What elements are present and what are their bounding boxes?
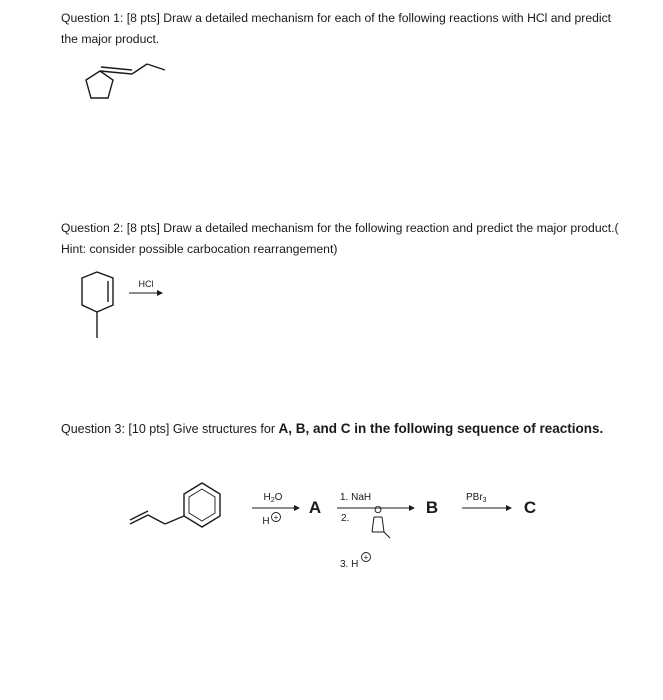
- step2-reagent-top: 1. NaH: [340, 492, 372, 503]
- q2-reaction-arrow: [129, 279, 162, 293]
- q2-molecule: [82, 272, 113, 338]
- step1-reagent-bottom: H: [262, 516, 270, 527]
- question-1-text: Question 1: [8 pts] Draw a detailed mechanism for each of the following reactions with HCl and predict the major product.: [61, 11, 612, 46]
- epoxide-ring: [372, 517, 384, 532]
- q1-molecule: [86, 64, 165, 98]
- q3-molecule: [130, 483, 220, 527]
- step2-reagent-mid: 2.: [341, 513, 350, 524]
- label-c: C: [523, 498, 537, 517]
- step3-reagent-top: PBr$_3$: [466, 492, 487, 504]
- label-a: A: [308, 498, 322, 517]
- label-b: B: [425, 498, 439, 517]
- epoxide-oxygen: O: [374, 505, 382, 516]
- question-3-bold-tail: in the following sequence of reactions.: [350, 421, 604, 436]
- q3-step3-arrow: [462, 492, 511, 508]
- q3-step2-arrow: [337, 492, 414, 570]
- q2-reagent: HCl: [138, 279, 154, 289]
- step2-reagent-bottom: 3. H: [340, 559, 359, 570]
- question-2-text: Question 2: [8 pts] Draw a detailed mechanism for the following reaction and predict the major product.( Hint: consider possible carbocation rearrangement): [61, 221, 619, 256]
- svg-text:+: +: [273, 513, 279, 522]
- q3-step1-arrow: [252, 492, 299, 527]
- question-3-bold-letters: A, B, and C: [278, 421, 351, 436]
- svg-text:+: +: [363, 553, 369, 562]
- question-3-prefix: Question 3: [10 pts] Give structures for: [61, 422, 279, 436]
- step1-reagent-top: $H_2O$: [263, 492, 283, 504]
